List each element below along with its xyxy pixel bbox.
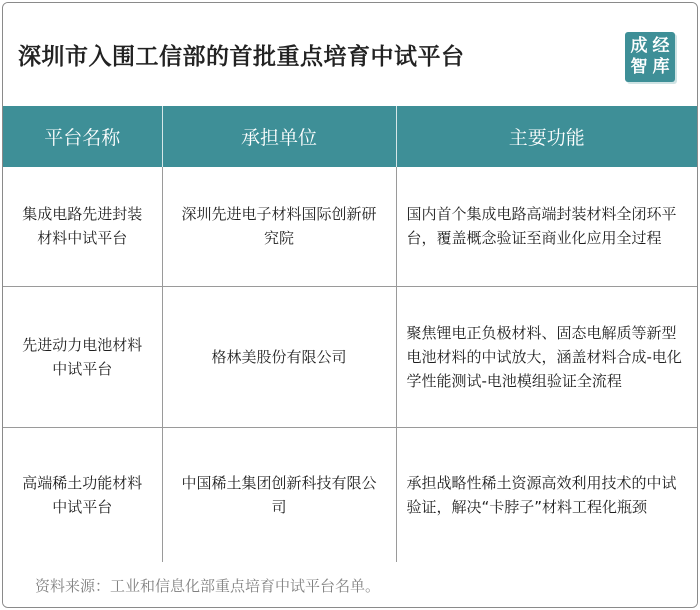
- platform-name-cell: 高端稀土功能材料中试平台: [3, 427, 162, 562]
- infographic-card: [2, 2, 698, 608]
- header: [3, 3, 697, 106]
- table-row: [3, 286, 697, 427]
- logo-char: 库: [652, 57, 670, 77]
- logo-char: 成: [630, 36, 648, 56]
- footer: [3, 562, 697, 607]
- column-header-platform-name: 平台名称: [3, 106, 162, 167]
- function-cell: 国内首个集成电路高端封装材料全闭环平台，覆盖概念验证至商业化应用全过程: [396, 167, 697, 286]
- table-row: [3, 167, 697, 286]
- unit-cell: 格林美股份有限公司: [162, 286, 396, 427]
- platform-table: [3, 106, 697, 563]
- function-cell: 承担战略性稀土资源高效利用技术的中试验证，解决“卡脖子”材料工程化瓶颈: [396, 427, 697, 562]
- source-note: 资料来源：工业和信息化部重点培育中试平台名单。: [35, 577, 381, 595]
- page-title: 深圳市入围工信部的首批重点培育中试平台: [18, 44, 465, 70]
- column-header-unit: 承担单位: [162, 106, 396, 167]
- column-header-function: 主要功能: [396, 106, 697, 167]
- logo-char: 智: [630, 57, 648, 77]
- function-cell: 聚焦锂电正负极材料、固态电解质等新型电池材料的中试放大，涵盖材料合成-电化学性能测试-电池模组验证全流程: [396, 286, 697, 427]
- platform-name-cell: 集成电路先进封装材料中试平台: [3, 167, 162, 286]
- unit-cell: 深圳先进电子材料国际创新研究院: [162, 167, 396, 286]
- table-row: [3, 427, 697, 562]
- brand-logo: [625, 32, 675, 82]
- unit-cell: 中国稀土集团创新科技有限公司: [162, 427, 396, 562]
- logo-char: 经: [652, 36, 670, 56]
- table-header-row: [3, 106, 697, 167]
- platform-name-cell: 先进动力电池材料中试平台: [3, 286, 162, 427]
